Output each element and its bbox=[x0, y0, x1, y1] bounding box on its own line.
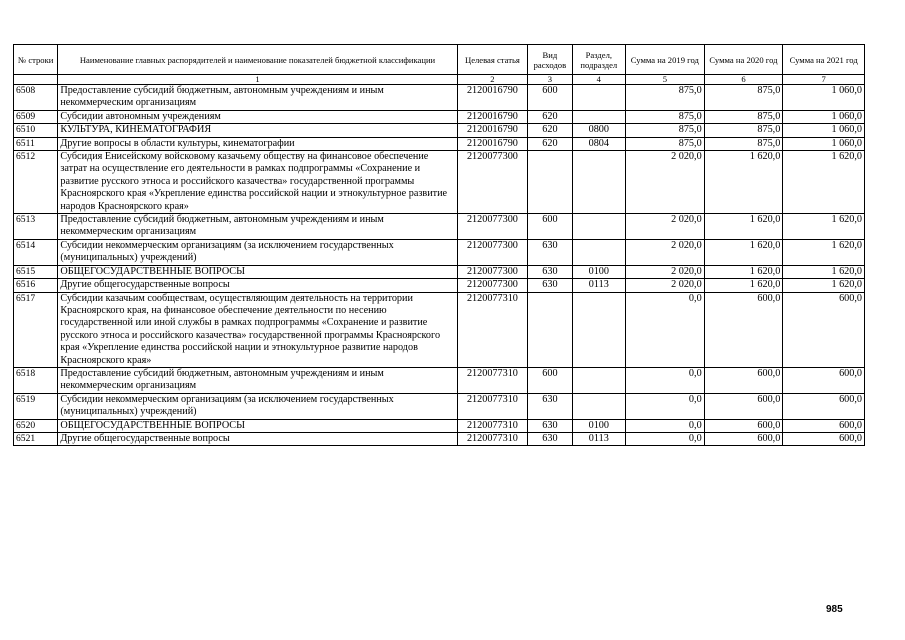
row-target-article: 2120077310 bbox=[457, 419, 528, 432]
row-sum-2019: 875,0 bbox=[626, 110, 705, 123]
row-expense-type: 630 bbox=[528, 419, 572, 432]
row-target-article: 2120077310 bbox=[457, 367, 528, 393]
row-section bbox=[572, 110, 625, 123]
row-section: 0800 bbox=[572, 124, 625, 137]
row-target-article: 2120016790 bbox=[457, 110, 528, 123]
row-target-article: 2120016790 bbox=[457, 85, 528, 111]
row-target-article: 2120016790 bbox=[457, 124, 528, 137]
row-name: Субсидии некоммерческим организациям (за исключением государственных (муниципальных) учреждений) bbox=[58, 393, 457, 419]
row-sum-2021: 1 060,0 bbox=[783, 124, 865, 137]
table-row bbox=[14, 110, 865, 123]
row-expense-type: 630 bbox=[528, 393, 572, 419]
header-sum-2020: Сумма на 2020 год bbox=[704, 45, 783, 75]
table-row bbox=[14, 279, 865, 292]
row-sum-2020: 600,0 bbox=[704, 419, 783, 432]
row-number: 6516 bbox=[14, 279, 58, 292]
row-sum-2021: 1 060,0 bbox=[783, 85, 865, 111]
row-sum-2019: 2 020,0 bbox=[626, 265, 705, 278]
row-sum-2021: 600,0 bbox=[783, 419, 865, 432]
row-sum-2020: 875,0 bbox=[704, 137, 783, 150]
row-sum-2021: 600,0 bbox=[783, 367, 865, 393]
table-row bbox=[14, 239, 865, 265]
table-row bbox=[14, 214, 865, 240]
row-expense-type: 630 bbox=[528, 239, 572, 265]
header-section: Раздел, подраздел bbox=[572, 45, 625, 75]
row-expense-type bbox=[528, 151, 572, 214]
column-number bbox=[14, 75, 58, 85]
row-sum-2021: 1 060,0 bbox=[783, 110, 865, 123]
table-row bbox=[14, 419, 865, 432]
column-number: 3 bbox=[528, 75, 572, 85]
row-expense-type: 620 bbox=[528, 124, 572, 137]
row-number: 6508 bbox=[14, 85, 58, 111]
table-header-row bbox=[14, 45, 865, 75]
row-target-article: 2120077310 bbox=[457, 292, 528, 367]
page-number: 985 bbox=[826, 604, 843, 615]
row-sum-2021: 1 620,0 bbox=[783, 214, 865, 240]
row-section bbox=[572, 367, 625, 393]
row-sum-2020: 875,0 bbox=[704, 110, 783, 123]
row-expense-type bbox=[528, 292, 572, 367]
row-expense-type: 600 bbox=[528, 85, 572, 111]
row-target-article: 2120077310 bbox=[457, 393, 528, 419]
row-name: Другие общегосударственные вопросы bbox=[58, 432, 457, 445]
row-number: 6519 bbox=[14, 393, 58, 419]
table-row bbox=[14, 367, 865, 393]
table-body bbox=[14, 85, 865, 446]
row-number: 6514 bbox=[14, 239, 58, 265]
row-name: Другие общегосударственные вопросы bbox=[58, 279, 457, 292]
row-sum-2019: 0,0 bbox=[626, 292, 705, 367]
row-name: Предоставление субсидий бюджетным, автономным учреждениям и иным некоммерческим организациям bbox=[58, 214, 457, 240]
row-section: 0113 bbox=[572, 432, 625, 445]
column-number: 4 bbox=[572, 75, 625, 85]
row-name: ОБЩЕГОСУДАРСТВЕННЫЕ ВОПРОСЫ bbox=[58, 265, 457, 278]
row-expense-type: 620 bbox=[528, 110, 572, 123]
row-sum-2021: 600,0 bbox=[783, 292, 865, 367]
row-sum-2019: 2 020,0 bbox=[626, 239, 705, 265]
table-row bbox=[14, 137, 865, 150]
row-section bbox=[572, 393, 625, 419]
row-section: 0100 bbox=[572, 419, 625, 432]
row-sum-2021: 600,0 bbox=[783, 432, 865, 445]
column-number: 5 bbox=[626, 75, 705, 85]
row-sum-2021: 1 620,0 bbox=[783, 265, 865, 278]
row-sum-2019: 875,0 bbox=[626, 124, 705, 137]
table-row bbox=[14, 292, 865, 367]
row-sum-2020: 600,0 bbox=[704, 367, 783, 393]
row-sum-2020: 1 620,0 bbox=[704, 239, 783, 265]
row-number: 6511 bbox=[14, 137, 58, 150]
header-target: Целевая статья bbox=[457, 45, 528, 75]
row-name: Предоставление субсидий бюджетным, автономным учреждениям и иным некоммерческим организациям bbox=[58, 367, 457, 393]
row-sum-2019: 875,0 bbox=[626, 137, 705, 150]
row-name: КУЛЬТУРА, КИНЕМАТОГРАФИЯ bbox=[58, 124, 457, 137]
row-expense-type: 630 bbox=[528, 265, 572, 278]
column-numbers-row bbox=[14, 75, 865, 85]
row-section bbox=[572, 292, 625, 367]
row-sum-2020: 1 620,0 bbox=[704, 151, 783, 214]
row-expense-type: 600 bbox=[528, 214, 572, 240]
row-section bbox=[572, 151, 625, 214]
row-section bbox=[572, 85, 625, 111]
row-sum-2021: 1 620,0 bbox=[783, 151, 865, 214]
row-sum-2021: 1 060,0 bbox=[783, 137, 865, 150]
row-name: ОБЩЕГОСУДАРСТВЕННЫЕ ВОПРОСЫ bbox=[58, 419, 457, 432]
row-target-article: 2120016790 bbox=[457, 137, 528, 150]
column-number: 1 bbox=[58, 75, 457, 85]
row-name: Субсидии некоммерческим организациям (за исключением государственных (муниципальных) учреждений) bbox=[58, 239, 457, 265]
row-number: 6520 bbox=[14, 419, 58, 432]
row-section: 0100 bbox=[572, 265, 625, 278]
row-sum-2021: 1 620,0 bbox=[783, 239, 865, 265]
header-sum-2019: Сумма на 2019 год bbox=[626, 45, 705, 75]
row-sum-2019: 0,0 bbox=[626, 432, 705, 445]
row-sum-2020: 875,0 bbox=[704, 85, 783, 111]
row-number: 6512 bbox=[14, 151, 58, 214]
table-row bbox=[14, 393, 865, 419]
row-section: 0113 bbox=[572, 279, 625, 292]
row-name: Субсидии автономным учреждениям bbox=[58, 110, 457, 123]
row-number: 6513 bbox=[14, 214, 58, 240]
row-sum-2019: 2 020,0 bbox=[626, 151, 705, 214]
row-target-article: 2120077300 bbox=[457, 151, 528, 214]
row-target-article: 2120077300 bbox=[457, 279, 528, 292]
row-number: 6509 bbox=[14, 110, 58, 123]
row-sum-2019: 2 020,0 bbox=[626, 279, 705, 292]
header-vid: Вид расходов bbox=[528, 45, 572, 75]
row-section: 0804 bbox=[572, 137, 625, 150]
row-name: Другие вопросы в области культуры, кинематографии bbox=[58, 137, 457, 150]
row-expense-type: 620 bbox=[528, 137, 572, 150]
row-name: Субсидия Енисейскому войсковому казачьему обществу на финансовое обеспечение затрат на осуществление его деятельности в рамках подпрограммы «Сохранение и развитие русского этноса и российского казачества» государственной программы Красноярского края «Укрепление единства российской нации и этнокультурное развитие народов Красноярского края» bbox=[58, 151, 457, 214]
row-sum-2020: 600,0 bbox=[704, 393, 783, 419]
row-number: 6521 bbox=[14, 432, 58, 445]
row-section bbox=[572, 214, 625, 240]
table-row bbox=[14, 432, 865, 445]
row-sum-2021: 1 620,0 bbox=[783, 279, 865, 292]
row-number: 6510 bbox=[14, 124, 58, 137]
column-number: 6 bbox=[704, 75, 783, 85]
row-section bbox=[572, 239, 625, 265]
row-sum-2019: 2 020,0 bbox=[626, 214, 705, 240]
row-sum-2021: 600,0 bbox=[783, 393, 865, 419]
row-sum-2020: 1 620,0 bbox=[704, 279, 783, 292]
header-name: Наименование главных распорядителей и наименование показателей бюджетной классификации bbox=[58, 45, 457, 75]
column-number: 7 bbox=[783, 75, 865, 85]
table-row bbox=[14, 151, 865, 214]
header-sum-2021: Сумма на 2021 год bbox=[783, 45, 865, 75]
row-sum-2019: 0,0 bbox=[626, 367, 705, 393]
column-number: 2 bbox=[457, 75, 528, 85]
row-sum-2019: 875,0 bbox=[626, 85, 705, 111]
row-name: Субсидии казачьим сообществам, осуществляющим деятельность на территории Красноярского края, на финансовое обеспечение деятельности по несению государственной или иной службы в рамках подпрограммы «Сохранение и развитие русского этноса и российского казачества» государственной программы Красноярского края «Укрепление единства российской нации и этнокультурное развитие народов Красноярского края» bbox=[58, 292, 457, 367]
row-number: 6518 bbox=[14, 367, 58, 393]
row-sum-2020: 600,0 bbox=[704, 432, 783, 445]
row-sum-2020: 1 620,0 bbox=[704, 265, 783, 278]
table-row bbox=[14, 265, 865, 278]
row-sum-2019: 0,0 bbox=[626, 419, 705, 432]
row-expense-type: 600 bbox=[528, 367, 572, 393]
row-number: 6517 bbox=[14, 292, 58, 367]
row-sum-2020: 1 620,0 bbox=[704, 214, 783, 240]
row-number: 6515 bbox=[14, 265, 58, 278]
row-expense-type: 630 bbox=[528, 432, 572, 445]
row-sum-2020: 600,0 bbox=[704, 292, 783, 367]
table-row bbox=[14, 124, 865, 137]
row-target-article: 2120077300 bbox=[457, 214, 528, 240]
row-expense-type: 630 bbox=[528, 279, 572, 292]
table-row bbox=[14, 85, 865, 111]
row-sum-2019: 0,0 bbox=[626, 393, 705, 419]
row-sum-2020: 875,0 bbox=[704, 124, 783, 137]
budget-table bbox=[13, 44, 865, 446]
row-target-article: 2120077300 bbox=[457, 265, 528, 278]
row-name: Предоставление субсидий бюджетным, автономным учреждениям и иным некоммерческим организациям bbox=[58, 85, 457, 111]
row-target-article: 2120077310 bbox=[457, 432, 528, 445]
row-target-article: 2120077300 bbox=[457, 239, 528, 265]
header-row-no: № строки bbox=[14, 45, 58, 75]
